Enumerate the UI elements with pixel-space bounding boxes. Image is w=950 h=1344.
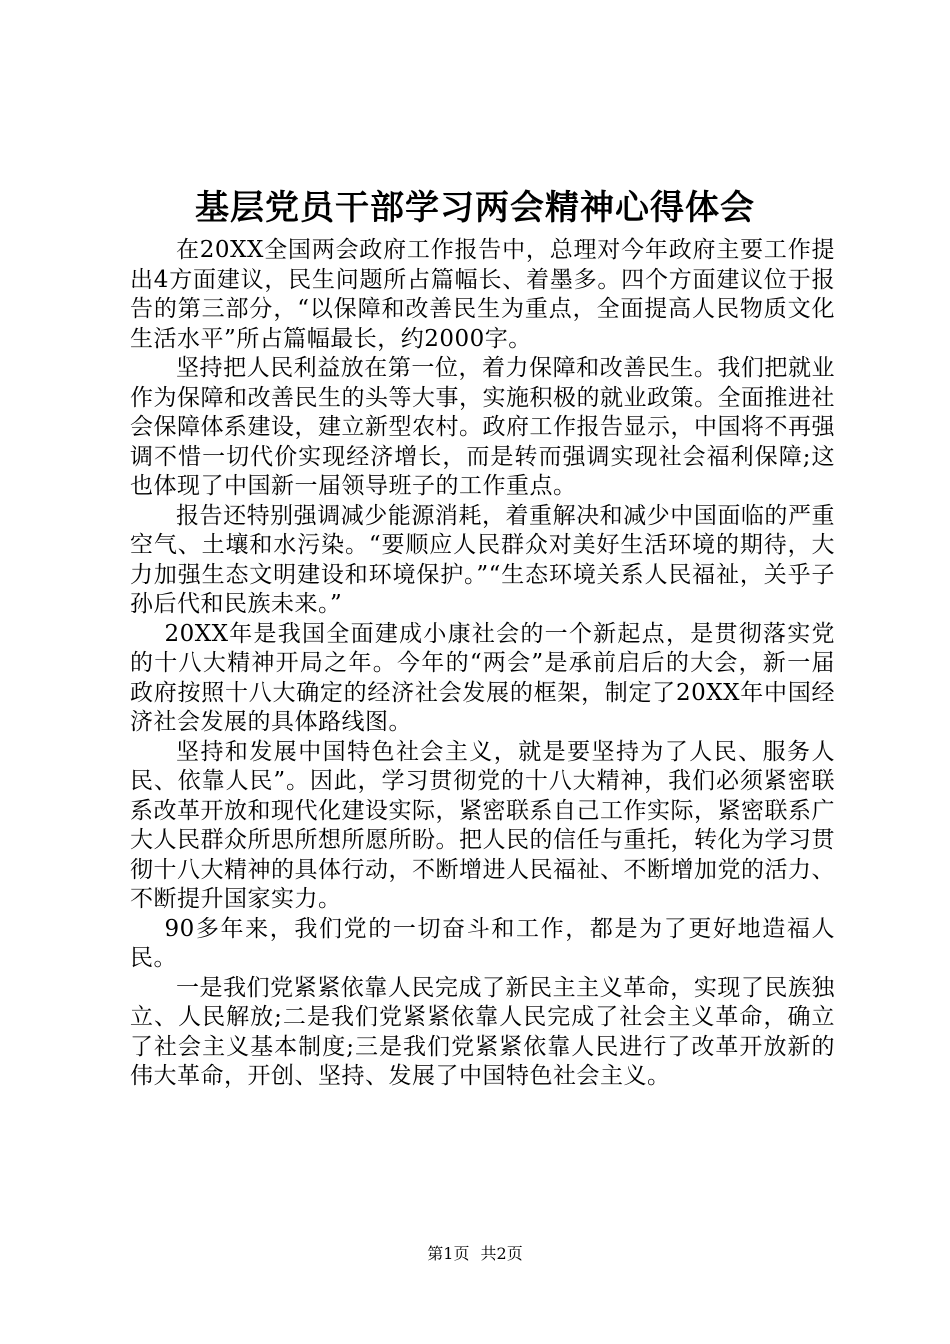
- paragraph: 90多年来，我们党的一切奋斗和工作，都是为了更好地造福人民。: [130, 915, 835, 971]
- paragraph: 报告还特别强调减少能源消耗，着重解决和减少中国面临的严重空气、土壤和水污染。“要顺应人民群众对美好生活环境的期待，大力加强生态文明建设和环境保护。”“生态环境关系人民福祉，关乎子孙后代和民族未来。”: [130, 502, 835, 617]
- paragraph: 坚持和发展中国特色社会主义，就是要坚持为了人民、服务人民、依靠人民”。因此，学习贯彻党的十八大精神，我们必须紧密联系改革开放和现代化建设实际，紧密联系自己工作实际，紧密联系广大人民群众所思所想所愿所盼。把人民的信任与重托，转化为学习贯彻十八大精神的具体行动，不断增进人民福祉、不断增加党的活力、不断提升国家实力。: [130, 738, 835, 912]
- paragraph: 一是我们党紧紧依靠人民完成了新民主主义革命，实现了民族独立、人民解放;二是我们党紧紧依靠人民完成了社会主义革命，确立了社会主义基本制度;三是我们党紧紧依靠人民进行了改革开放新的伟大革命，开创、坚持、发展了中国特色社会主义。: [130, 974, 835, 1089]
- page-number: 第1页: [427, 1244, 470, 1263]
- document-body: [130, 236, 835, 1092]
- page-total: 共2页: [480, 1244, 523, 1263]
- paragraph: 坚持把人民利益放在第一位，着力保障和改善民生。我们把就业作为保障和改善民生的头等大事，实施积极的就业政策。全面推进社会保障体系建设，建立新型农村。政府工作报告显示，中国将不再强调不惜一切代价实现经济增长，而是转而强调实现社会福利保障;这也体现了中国新一届领导班子的工作重点。: [130, 355, 835, 499]
- paragraph: 20XX年是我国全面建成小康社会的一个新起点，是贯彻落实党的十八大精神开局之年。今年的“两会”是承前启后的大会，新一届政府按照十八大确定的经济社会发展的框架，制定了20XX年中国经济社会发展的具体路线图。: [130, 620, 835, 735]
- paragraph: 在20XX全国两会政府工作报告中，总理对今年政府主要工作提出4方面建议，民生问题所占篇幅长、着墨多。四个方面建议位于报告的第三部分，“以保障和改善民生为重点，全面提高人民物质文化生活水平”所占篇幅最长，约2000字。: [130, 237, 835, 352]
- document-title: 基层党员干部学习两会精神心得体会: [195, 188, 755, 228]
- page-footer: [0, 1242, 950, 1266]
